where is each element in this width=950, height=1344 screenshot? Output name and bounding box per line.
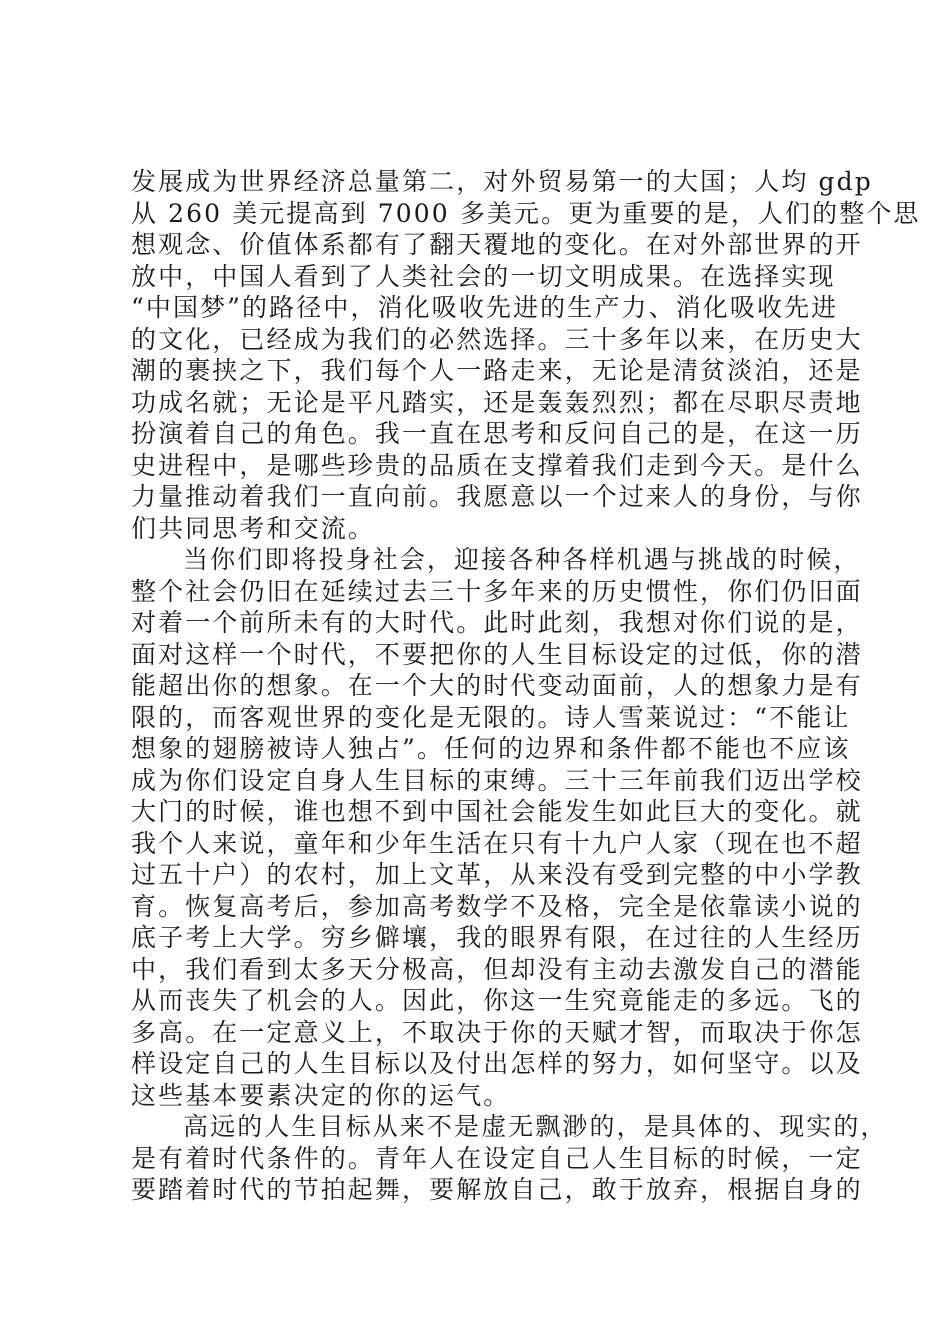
paragraph-2 [131,544,863,1111]
text-line: 这些基本要素决定的你的运气。 [131,1080,511,1110]
text-line: 想象的翅膀被诗人独占”。任何的边界和条件都不能也不应该 [131,734,851,763]
text-line: 样设定自己的人生目标以及付出怎样的努力，如何坚守。以及 [131,1049,863,1078]
text-line: 底子考上大学。穷乡僻壤，我的眼界有限，在过往的人生经历 [131,923,863,952]
text-line: 扮演着自己的角色。我一直在思考和反问自己的是，在这一历 [131,419,863,448]
text-line: 高远的人生目标从来不是虚无飘渺的，是具体的、现实的， [183,1112,888,1141]
text-line: 成为你们设定自身人生目标的束缚。三十三年前我们迈出学校 [131,765,863,795]
text-line: 放中，中国人看到了人类社会的一切文明成果。在选择实现 [131,261,836,291]
text-line: 要踏着时代的节拍起舞，要解放自己，敢于放弃，根据自身的 [131,1175,863,1204]
text-line: 对着一个前所未有的大时代。此时此刻，我想对你们说的是， [131,608,863,637]
paragraph-1 [131,166,921,544]
text-line: 整个社会仍旧在延续过去三十多年来的历史惯性，你们仍旧面 [131,576,863,606]
text-line: 功成名就；无论是平凡踏实，还是轰轰烈烈；都在尽职尽责地 [131,387,863,417]
text-line: 们共同思考和交流。 [131,513,375,543]
text-line: 中，我们看到太多天分极高，但却没有主动去激发自己的潜能 [131,954,863,984]
text-line: 从 260 美元提高到 7000 多美元。更为重要的是，人们的整个思 [131,198,921,228]
text-line: 想观念、价值体系都有了翻天覆地的变化。在对外部世界的开 [131,230,863,259]
text-line: 从而丧失了机会的人。因此，你这一生究竟能走的多远。飞的 [131,986,863,1015]
text-line: 当你们即将投身社会，迎接各种各样机遇与挑战的时候， [183,545,861,574]
text-line: 面对这样一个时代，不要把你的人生目标设定的过低，你的潜 [131,639,863,669]
text-line: 力量推动着我们一直向前。我愿意以一个过来人的身份，与你 [131,482,863,511]
text-line: 史进程中，是哪些珍贵的品质在支撑着我们走到今天。是什么 [131,450,863,480]
text-line: 潮的裹挟之下，我们每个人一路走来，无论是清贫淡泊，还是 [131,356,863,385]
text-line: 是有着时代条件的。青年人在设定自己人生目标的时候，一定 [131,1143,863,1173]
body-text [131,166,921,1206]
text-line: 发展成为世界经济总量第二，对外贸易第一的大国；人均 gdp [131,167,873,196]
text-line: 能超出你的想象。在一个大的时代变动面前，人的想象力是有 [131,671,863,700]
text-line: 我个人来说，童年和少年生活在只有十九户人家（现在也不超 [131,828,863,858]
text-line: 限的，而客观世界的变化是无限的。诗人雪莱说过：“不能让 [131,702,851,732]
text-line: 育。恢复高考后，参加高考数学不及格，完全是依靠读小说的 [131,891,863,921]
paragraph-3 [131,1111,888,1206]
text-line: 的文化，已经成为我们的必然选择。三十多年以来，在历史大 [131,324,863,354]
text-line: 多高。在一定意义上，不取决于你的天赋才智，而取决于你怎 [131,1017,863,1047]
text-line: 大门的时候，谁也想不到中国社会能发生如此巨大的变化。就 [131,797,863,826]
text-line: “中国梦”的路径中，消化吸收先进的生产力、消化吸收先进 [131,293,839,322]
text-line: 过五十户）的农村，加上文革，从来没有受到完整的中小学教 [131,860,863,889]
